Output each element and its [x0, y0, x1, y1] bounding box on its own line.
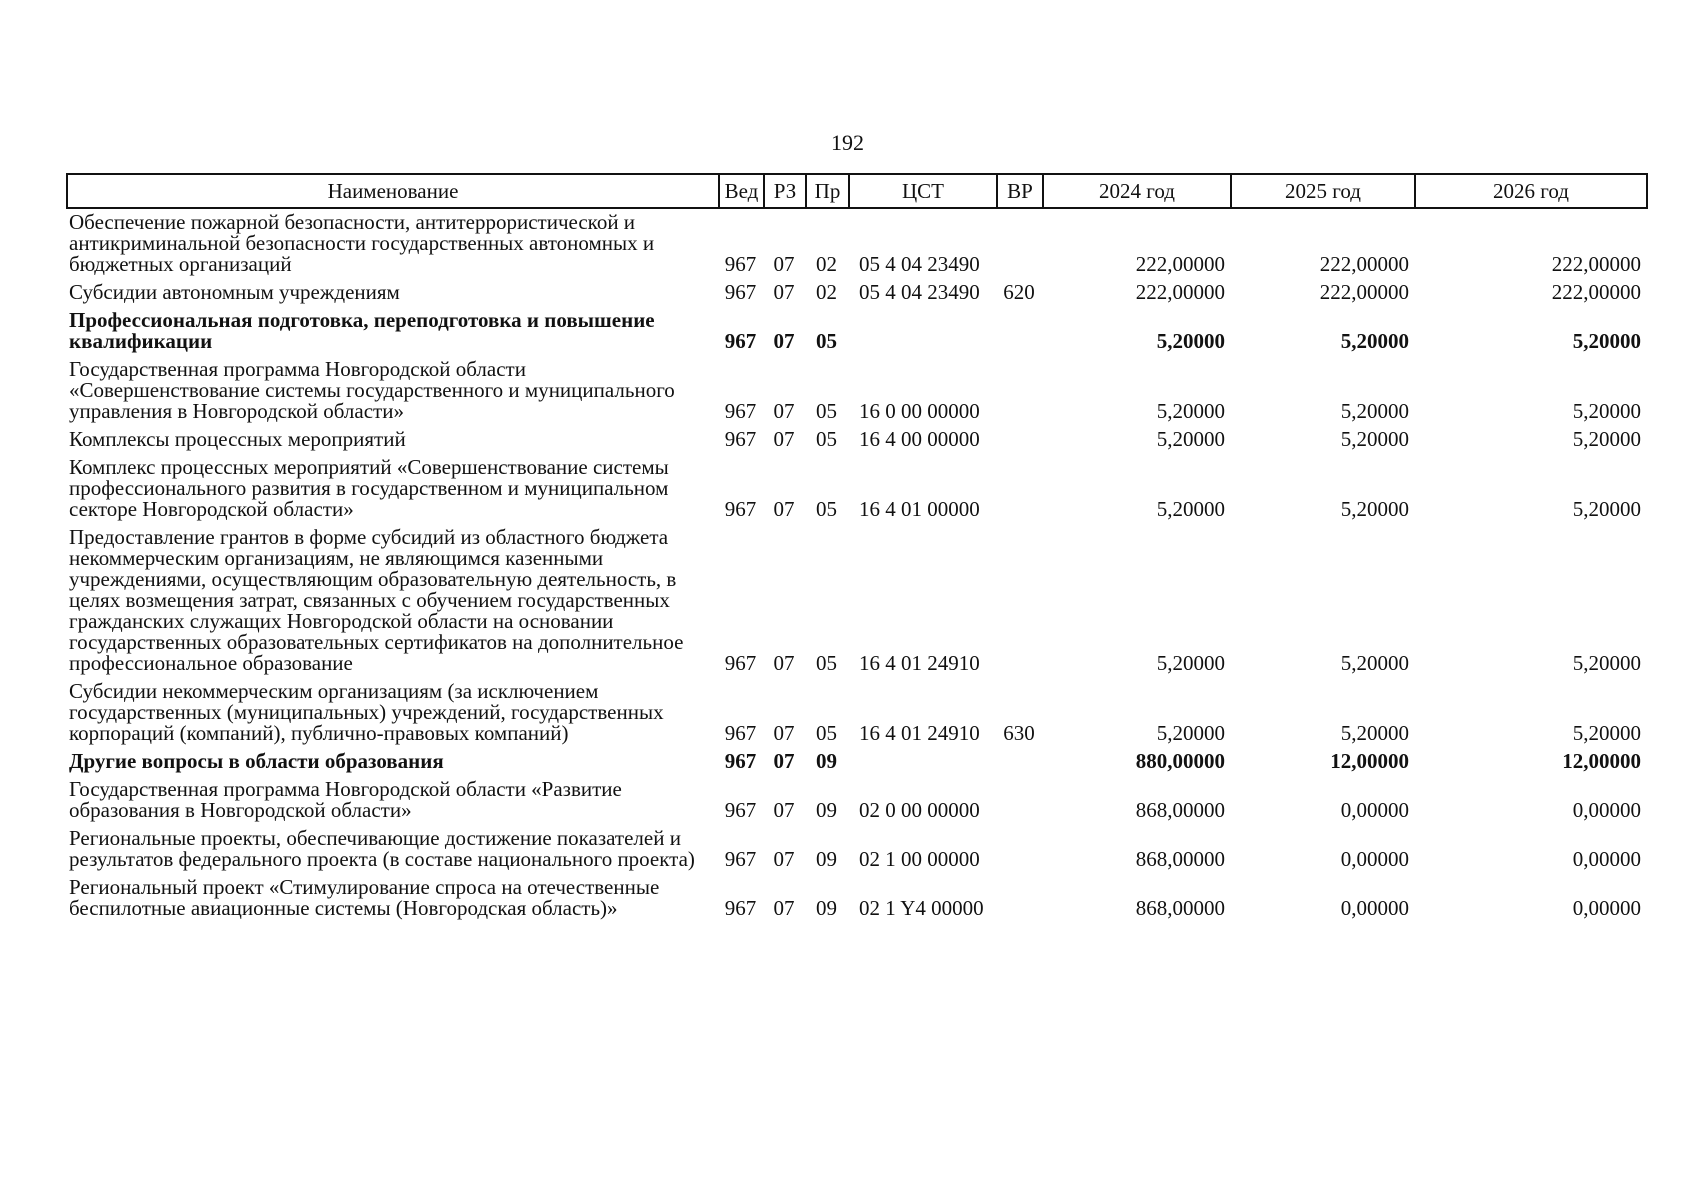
cell-name: Профессиональная подготовка, переподготовка и повышение квалификации	[69, 308, 655, 353]
cell-name: Региональный проект «Стимулирование спроса на отечественные беспилотные авиационные системы (Новгородская область)»	[69, 875, 660, 920]
cell-ved: 967	[724, 847, 757, 871]
cell-rz: 07	[773, 399, 795, 423]
col-header-rz: РЗ	[764, 174, 806, 208]
cell-cst	[849, 307, 997, 356]
cell-vr	[997, 356, 1043, 426]
cell-ved: 967	[724, 798, 757, 822]
col-header-2026: 2026 год	[1415, 174, 1647, 208]
cell-pr: 05	[816, 721, 837, 745]
cell-2024: 5,20000	[1156, 721, 1225, 745]
cell-ved: 967	[724, 427, 757, 451]
cell-cst: 16 4 01 00000	[859, 497, 980, 521]
cell-rz: 07	[773, 798, 795, 822]
cell-2026: 5,20000	[1572, 497, 1641, 521]
table-body	[67, 208, 1647, 923]
table-row	[67, 776, 1647, 825]
cell-vr	[997, 454, 1043, 524]
cell-rz: 07	[773, 651, 795, 675]
cell-rz: 07	[773, 721, 795, 745]
cell-2025: 5,20000	[1340, 427, 1409, 451]
table-row	[67, 307, 1647, 356]
cell-ved: 967	[724, 280, 757, 304]
cell-pr: 05	[816, 651, 837, 675]
cell-cst: 02 1 00 00000	[859, 847, 980, 871]
cell-2024: 868,00000	[1135, 798, 1225, 822]
cell-name: Другие вопросы в области образования	[69, 749, 444, 773]
col-header-2024: 2024 год	[1043, 174, 1231, 208]
col-header-cst: ЦСТ	[849, 174, 997, 208]
budget-table	[66, 173, 1648, 923]
col-header-ved: Вед	[719, 174, 764, 208]
cell-pr: 05	[816, 329, 837, 353]
cell-2026: 5,20000	[1572, 427, 1641, 451]
cell-2024: 5,20000	[1156, 497, 1225, 521]
cell-vr: 620	[1003, 280, 1035, 304]
cell-name: Комплекс процессных мероприятий «Совершенствование системы профессионального развития в государственном и муниципальном секторе Новгородской области»	[69, 455, 669, 521]
cell-2025: 0,00000	[1340, 798, 1409, 822]
table-row	[67, 356, 1647, 426]
cell-rz: 07	[773, 847, 795, 871]
cell-cst: 02 1 Y4 00000	[859, 896, 984, 920]
cell-2026: 5,20000	[1572, 399, 1641, 423]
cell-rz: 07	[773, 896, 795, 920]
cell-vr	[997, 208, 1043, 279]
cell-2026: 5,20000	[1572, 651, 1641, 675]
cell-pr: 05	[816, 427, 837, 451]
page-number: 192	[831, 130, 864, 155]
cell-ved: 967	[724, 749, 757, 773]
cell-cst: 16 4 00 00000	[859, 427, 980, 451]
cell-vr	[997, 776, 1043, 825]
col-header-2025: 2025 год	[1231, 174, 1415, 208]
cell-2025: 222,00000	[1319, 252, 1409, 276]
table-row	[67, 279, 1647, 307]
cell-rz: 07	[773, 749, 795, 773]
cell-vr: 630	[1003, 721, 1035, 745]
cell-pr: 09	[816, 798, 837, 822]
table-row	[67, 426, 1647, 454]
cell-2026: 0,00000	[1572, 847, 1641, 871]
cell-2024: 5,20000	[1156, 651, 1225, 675]
cell-2026: 0,00000	[1572, 798, 1641, 822]
table-header	[67, 174, 1647, 208]
cell-2025: 5,20000	[1340, 721, 1409, 745]
cell-cst	[849, 748, 997, 776]
cell-vr	[997, 825, 1043, 874]
table-row	[67, 208, 1647, 279]
cell-name: Государственная программа Новгородской области «Развитие образования в Новгородской области»	[69, 777, 622, 822]
cell-vr	[997, 524, 1043, 678]
cell-2025: 12,00000	[1330, 749, 1409, 773]
cell-vr	[997, 748, 1043, 776]
cell-pr: 09	[816, 896, 837, 920]
cell-name: Комплексы процессных мероприятий	[69, 427, 406, 451]
cell-pr: 02	[816, 280, 837, 304]
col-header-vr: ВР	[997, 174, 1043, 208]
cell-cst: 05 4 04 23490	[859, 252, 980, 276]
cell-vr	[997, 307, 1043, 356]
cell-2025: 222,00000	[1319, 280, 1409, 304]
table-row	[67, 748, 1647, 776]
cell-2025: 5,20000	[1340, 329, 1409, 353]
cell-vr	[997, 426, 1043, 454]
cell-2025: 0,00000	[1340, 896, 1409, 920]
cell-rz: 07	[773, 497, 795, 521]
cell-vr	[997, 874, 1043, 923]
cell-rz: 07	[773, 427, 795, 451]
col-header-pr: Пр	[806, 174, 849, 208]
cell-name: Субсидии автономным учреждениям	[69, 280, 400, 304]
cell-2025: 5,20000	[1340, 497, 1409, 521]
table-row	[67, 454, 1647, 524]
cell-2024: 868,00000	[1135, 847, 1225, 871]
cell-pr: 02	[816, 252, 837, 276]
cell-2024: 5,20000	[1156, 329, 1225, 353]
table-row	[67, 524, 1647, 678]
table-row	[67, 874, 1647, 923]
cell-rz: 07	[773, 252, 795, 276]
cell-2026: 0,00000	[1572, 896, 1641, 920]
cell-name: Предоставление грантов в форме субсидий из областного бюджета некоммерческим организациям, не являющимся казенными учреждениями, осуществляющим образовательную деятельность, в целях возмещения затрат, связанных с обучением государственных гражданских служащих Новгородской области на основании государственных образовательных сертификатов на дополнительное профессиональное образование	[69, 525, 684, 675]
cell-rz: 07	[773, 329, 795, 353]
cell-2026: 222,00000	[1551, 252, 1641, 276]
cell-name: Региональные проекты, обеспечивающие достижение показателей и результатов федерального проекта (в составе национального проекта)	[69, 826, 695, 871]
cell-2025: 5,20000	[1340, 399, 1409, 423]
header-row	[67, 174, 1647, 208]
cell-ved: 967	[724, 252, 757, 276]
cell-2024: 880,00000	[1135, 749, 1225, 773]
cell-ved: 967	[724, 497, 757, 521]
col-header-name: Наименование	[67, 174, 719, 208]
cell-2024: 5,20000	[1156, 399, 1225, 423]
table-row	[67, 678, 1647, 748]
cell-2026: 5,20000	[1572, 329, 1641, 353]
cell-name: Обеспечение пожарной безопасности, антитеррористической и антикриминальной безопасности государственных автономных и бюджетных организаций	[69, 210, 655, 276]
cell-2026: 222,00000	[1551, 280, 1641, 304]
cell-pr: 09	[816, 749, 837, 773]
cell-ved: 967	[724, 651, 757, 675]
cell-ved: 967	[724, 329, 757, 353]
table-row	[67, 825, 1647, 874]
cell-ved: 967	[724, 896, 757, 920]
cell-pr: 05	[816, 399, 837, 423]
cell-2026: 12,00000	[1562, 749, 1641, 773]
cell-cst: 16 4 01 24910	[859, 651, 980, 675]
cell-pr: 09	[816, 847, 837, 871]
cell-2025: 5,20000	[1340, 651, 1409, 675]
cell-name: Субсидии некоммерческим организациям (за исключением государственных (муниципальных) учреждений, государственных корпораций (компаний), публично-правовых компаний)	[69, 679, 664, 745]
cell-rz: 07	[773, 280, 795, 304]
cell-pr: 05	[816, 497, 837, 521]
cell-2024: 222,00000	[1135, 280, 1225, 304]
cell-cst: 05 4 04 23490	[859, 280, 980, 304]
cell-name: Государственная программа Новгородской области «Совершенствование системы государственного и муниципального управления в Новгородской области»	[69, 357, 675, 423]
cell-2024: 868,00000	[1135, 896, 1225, 920]
cell-2024: 222,00000	[1135, 252, 1225, 276]
cell-2026: 5,20000	[1572, 721, 1641, 745]
cell-ved: 967	[724, 721, 757, 745]
cell-cst: 16 0 00 00000	[859, 399, 980, 423]
cell-cst: 16 4 01 24910	[859, 721, 980, 745]
cell-ved: 967	[724, 399, 757, 423]
cell-cst: 02 0 00 00000	[859, 798, 980, 822]
cell-2025: 0,00000	[1340, 847, 1409, 871]
cell-2024: 5,20000	[1156, 427, 1225, 451]
